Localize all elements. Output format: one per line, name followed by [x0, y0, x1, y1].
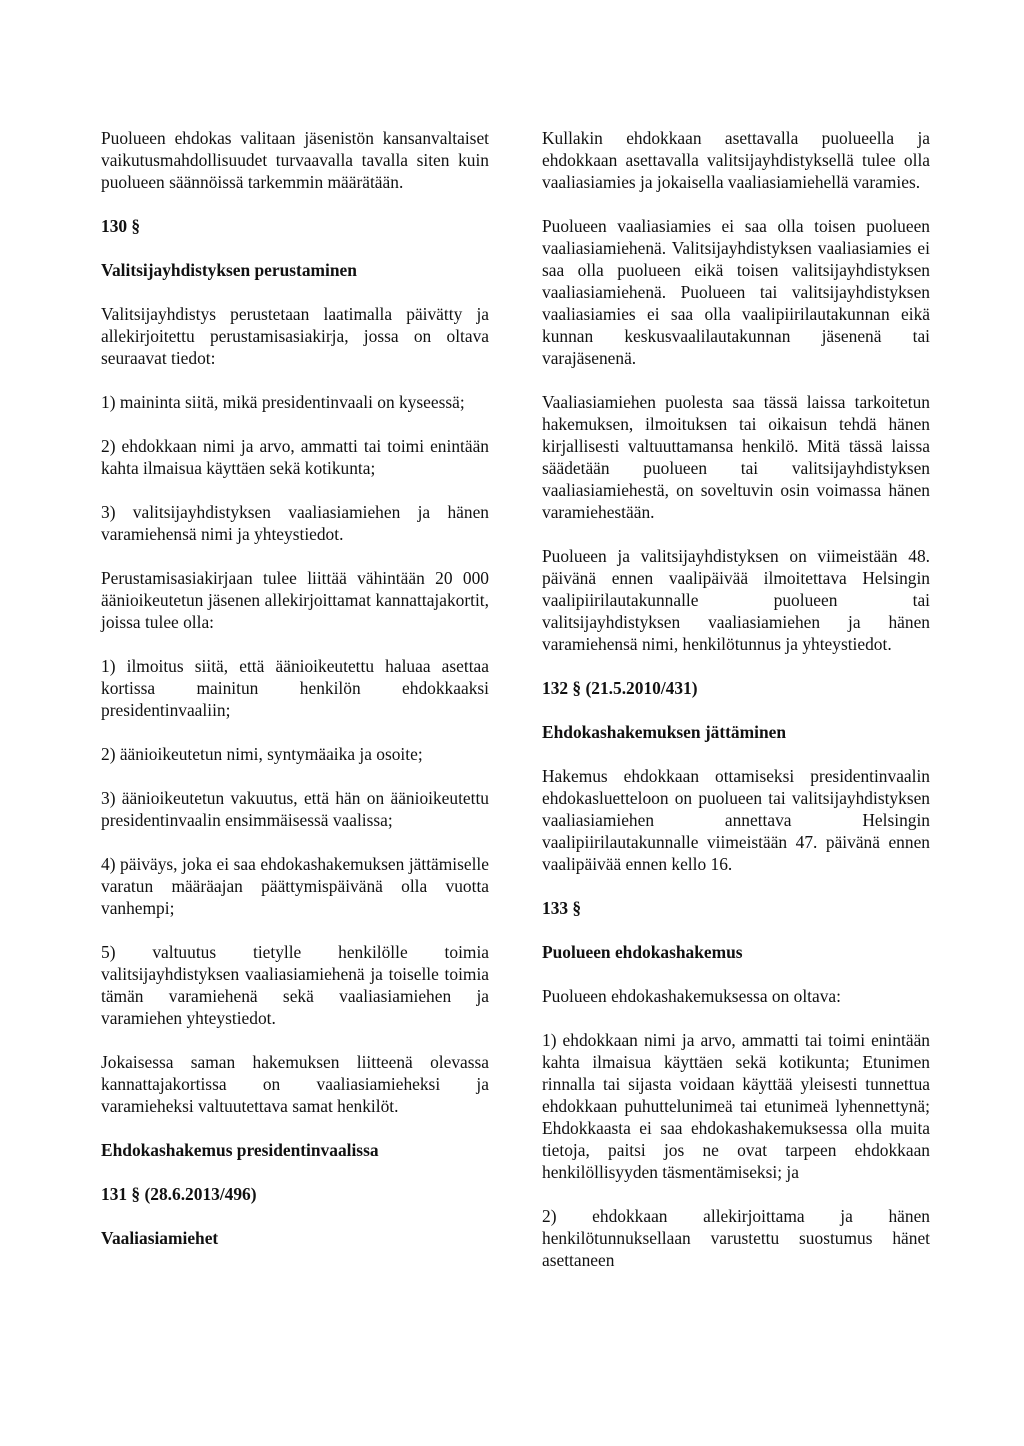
section-number-131: 131 § (28.6.2013/496) — [101, 1184, 257, 1204]
paragraph: Valitsijayhdistys perustetaan laatimalla päivätty ja allekirjoitettu perustamisasiakirja, jossa on oltava seuraavat tiedot: — [101, 304, 489, 368]
section-heading-131: Vaaliasiamiehet — [101, 1228, 219, 1248]
paragraph: Puolueen ehdokas valitaan jäsenistön kansanvaltaiset vaikutusmahdollisuudet turvaavalla tavalla siten kuin puolueen säännöissä tarkemmin määrätään. — [101, 128, 489, 192]
paragraph: Puolueen ja valitsijayhdistyksen on viimeistään 48. päivänä ennen vaalipäivää ilmoitettava Helsingin vaalipiirilautakunnalle puolueen tai valitsijayhdistyksen vaaliasiamiehen ja hänen varamiehensä nimi, henkilötunnus ja yhteystiedot. — [542, 546, 930, 654]
list-item: 1) ehdokkaan nimi ja arvo, ammatti tai toimi enintään kahta ilmaisua käyttäen sekä kotikunta; Etunimen rinnalla tai sijasta voidaan käyttää yleisesti tunnettua ehdokkaan puhuttelunimeä tai etunimeä lyhennettynä; Ehdokkaasta ei saa ehdokashakemuksessa olla muita tietoja, paitsi jos ne ovat tarpeen ehdokkaan henkilöllisyyden täsmentämiseksi; ja — [542, 1030, 930, 1182]
section-heading-132: Ehdokashakemuksen jättäminen — [542, 722, 787, 742]
paragraph: Vaaliasiamiehen puolesta saa tässä laissa tarkoitetun hakemuksen, ilmoituksen tai oikaisun tehdä hänen kirjallisesti valtuuttamansa henkilö. Mitä tässä laissa säädetään puolueen tai valitsijayhdistyksen vaaliasiamiehestä, on soveltuvin osin voimassa hänen varamiehestään. — [542, 392, 930, 522]
list-item: 5) valtuutus tietylle henkilölle toimia valitsijayhdistyksen vaaliasiamiehenä ja toiselle toimia tämän varamiehenä sekä vaaliasiamiehen ja varamiehen yhteystiedot. — [101, 942, 489, 1028]
list-item: 1) ilmoitus siitä, että äänioikeutettu haluaa asettaa kortissa mainitun henkilön ehdokkaaksi presidentinvaaliin; — [101, 656, 489, 720]
paragraph: Hakemus ehdokkaan ottamiseksi presidentinvaalin ehdokasluetteloon on puolueen tai valitsijayhdistyksen vaaliasiamiehen annettava Helsingin vaalipiirilautakunnalle viimeistään 47. päivänä ennen vaalipäivää ennen kello 16. — [542, 766, 930, 874]
paragraph: Jokaisessa saman hakemuksen liitteenä olevassa kannattajakortissa on vaaliasiamieheksi ja varamieheksi valtuutettava samat henkilöt. — [101, 1052, 489, 1116]
paragraph: Kullakin ehdokkaan asettavalla puolueella ja ehdokkaan asettavalla valitsijayhdistyksellä tulee olla vaaliasiamies ja jokaisella vaaliasiamiehellä varamies. — [542, 128, 930, 192]
list-item: 3) äänioikeutetun vakuutus, että hän on äänioikeutettu presidentinvaalin ensimmäisessä vaalissa; — [101, 788, 489, 830]
paragraph: Puolueen ehdokashakemuksessa on oltava: — [542, 986, 841, 1006]
section-number-132: 132 § (21.5.2010/431) — [542, 678, 698, 698]
section-number-133: 133 § — [542, 898, 582, 918]
list-item: 3) valitsijayhdistyksen vaaliasiamiehen ja hänen varamiehensä nimi ja yhteystiedot. — [101, 502, 489, 544]
list-item: 1) maininta siitä, mikä presidentinvaali on kyseessä; — [101, 392, 465, 412]
paragraph: Perustamisasiakirjaan tulee liittää vähintään 20 000 äänioikeutetun jäsenen allekirjoittamat kannattajakortit, joissa tulee olla: — [101, 568, 489, 632]
left-column — [101, 127, 489, 1271]
section-number-130: 130 § — [101, 216, 141, 236]
right-column — [542, 127, 930, 1293]
section-heading-130: Valitsijayhdistyksen perustaminen — [101, 260, 357, 280]
section-heading-133: Puolueen ehdokashakemus — [542, 942, 743, 962]
paragraph: Puolueen vaaliasiamies ei saa olla toisen puolueen vaaliasiamiehenä. Valitsijayhdistyksen vaaliasiamies ei saa olla puolueen eikä toisen valitsijayhdistyksen vaaliasiamiehenä. Puolueen tai valitsijayhdistyksen vaaliasiamies ei saa olla vaalipiirilautakunnan eikä kunnan keskusvaalilautakunnan jäsenenä tai varajäsenenä. — [542, 216, 930, 368]
list-item: 4) päiväys, joka ei saa ehdokashakemuksen jättämiselle varatun määräajan päättymispäivänä olla vuotta vanhempi; — [101, 854, 489, 918]
list-item: 2) äänioikeutetun nimi, syntymäaika ja osoite; — [101, 744, 423, 764]
chapter-heading: Ehdokashakemus presidentinvaalissa — [101, 1140, 379, 1160]
list-item: 2) ehdokkaan nimi ja arvo, ammatti tai toimi enintään kahta ilmaisua käyttäen sekä kotikunta; — [101, 436, 489, 478]
list-item: 2) ehdokkaan allekirjoittama ja hänen henkilötunnuksellaan varustettu suostumus hänet asettaneen — [542, 1206, 930, 1270]
